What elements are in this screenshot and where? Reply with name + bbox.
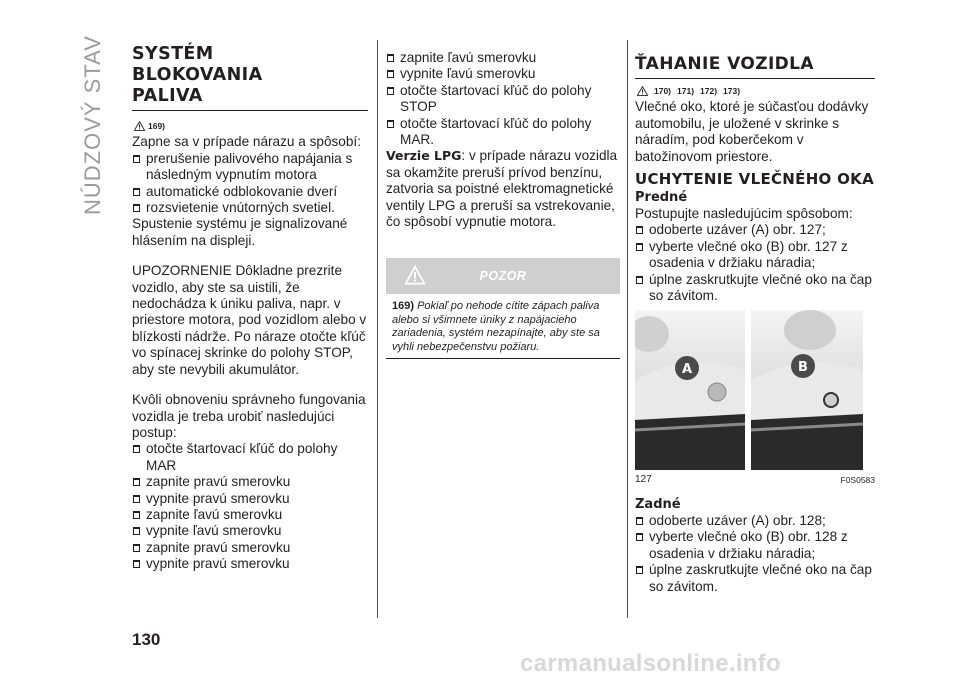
heading-fuel-cutoff: SYSTÉM BLOKOVANIA PALIVA bbox=[132, 44, 263, 106]
heading-towing: ŤAHANIE VOZIDLA bbox=[635, 54, 814, 74]
label-b: B bbox=[798, 360, 808, 376]
intro-text: Postupujte nasledujúcim spôsobom: bbox=[635, 206, 853, 222]
label-a: A bbox=[681, 362, 693, 378]
warning-reference: 169) bbox=[134, 118, 368, 134]
intro-text: Vlečné oko, ktoré je súčasťou dodávky automobilu, je uložené v skrinke s náradím, pod koberčekom v batožinovom priestore. bbox=[635, 99, 869, 164]
figure-tow-eye bbox=[635, 310, 863, 470]
step-item: vypnite pravú smerovku bbox=[132, 556, 368, 572]
figure-caption bbox=[635, 472, 875, 488]
column-divider bbox=[377, 40, 378, 618]
step-item: vyberte vlečné oko (B) obr. 127 z osadenia v držiaku náradia; bbox=[635, 239, 875, 272]
column-fuel-cutoff-continued bbox=[386, 50, 620, 359]
paragraph: UPOZORNENIE Dôkladne prezrite vozidlo, aby ste sa uistili, že nedochádza k úniku paliva, napr. v priestore motora, pod vozidlom alebo v blízkosti nádrže. Po náraze otočte kľúč vo spínacej skrinke do polohy STOP, aby ste nevybili akumulátor. bbox=[132, 263, 367, 377]
warning-triangle-icon bbox=[134, 121, 145, 131]
warning-header bbox=[386, 258, 620, 294]
step-item: vypnite ľavú smerovku bbox=[386, 66, 620, 82]
warning-title: POZOR bbox=[479, 269, 527, 284]
warning-box bbox=[386, 258, 620, 359]
step-item: otočte štartovací kľúč do polohy MAR bbox=[132, 441, 368, 474]
step-item: vypnite ľavú smerovku bbox=[132, 523, 368, 539]
watermark: carmanualsonline.info bbox=[520, 650, 782, 677]
step-item: odoberte uzáver (A) obr. 127; bbox=[635, 222, 875, 238]
step-item: úplne zaskrutkujte vlečné oko na čap so závitom. bbox=[635, 562, 875, 595]
label-front: Predné bbox=[635, 190, 688, 206]
paragraph: Spustenie systému je signalizované hlásením na displeji. bbox=[132, 216, 348, 248]
warning-text: 169) Pokiaľ po nehode cítite zápach paliva alebo si všimnete úniky z napájacieho zariadenia, systém nezapínajte, aby ste sa vyhli nebezpečenstvu požiaru. bbox=[386, 294, 620, 359]
figure-code: F0S0583 bbox=[840, 475, 875, 486]
lpg-paragraph: Verzie LPG: v prípade nárazu vozidla sa okamžite preruší prívod benzínu, zatvoria sa poistné elektromagnetické ventily LPG a preruší sa vstrekovanie, čo spôsobí vypnutie motora. bbox=[386, 148, 618, 230]
list-item: rozsvietenie vnútorných svetiel. bbox=[132, 200, 368, 216]
warning-triangle-icon bbox=[637, 86, 648, 96]
heading-rule bbox=[132, 110, 368, 111]
page-number: 130 bbox=[132, 630, 161, 649]
column-fuel-cutoff bbox=[132, 44, 368, 573]
subheading-tow-eye: UCHYTENIE VLEČNÉHO OKA bbox=[635, 170, 875, 189]
heading-rule bbox=[635, 78, 875, 79]
tow-eye-illustration bbox=[635, 310, 863, 470]
step-item: zapnite pravú smerovku bbox=[132, 474, 368, 490]
warning-references: 170) 171) 172) 173) bbox=[637, 83, 875, 99]
step-item: úplne zaskrutkujte vlečné oko na čap so závitom. bbox=[635, 272, 875, 305]
intro-text: Zapne sa v prípade nárazu a spôsobí: bbox=[132, 134, 361, 150]
column-divider bbox=[627, 40, 628, 618]
step-item: zapnite pravú smerovku bbox=[132, 540, 368, 556]
step-item: vyberte vlečné oko (B) obr. 128 z osadenia v držiaku náradia; bbox=[635, 529, 875, 562]
list-item: prerušenie palivového napájania s následným vypnutím motora bbox=[132, 151, 368, 184]
column-towing bbox=[635, 54, 875, 595]
warning-triangle-icon bbox=[404, 265, 426, 285]
paragraph: Kvôli obnoveniu správneho fungovania vozidla je treba urobiť nasledujúci postup: bbox=[132, 392, 366, 440]
step-item: zapnite ľavú smerovku bbox=[132, 507, 368, 523]
step-item: odoberte uzáver (A) obr. 128; bbox=[635, 513, 875, 529]
step-item: vypnite pravú smerovku bbox=[132, 491, 368, 507]
step-item: zapnite ľavú smerovku bbox=[386, 50, 620, 66]
list-item: automatické odblokovanie dverí bbox=[132, 184, 368, 200]
label-rear: Zadné bbox=[635, 496, 681, 512]
section-side-title: NÚDZOVÝ STAV bbox=[80, 35, 105, 215]
figure-number: 127 bbox=[635, 474, 652, 486]
step-item: otočte štartovací kľúč do polohy STOP bbox=[386, 83, 620, 116]
step-item: otočte štartovací kľúč do polohy MAR. bbox=[386, 116, 620, 149]
